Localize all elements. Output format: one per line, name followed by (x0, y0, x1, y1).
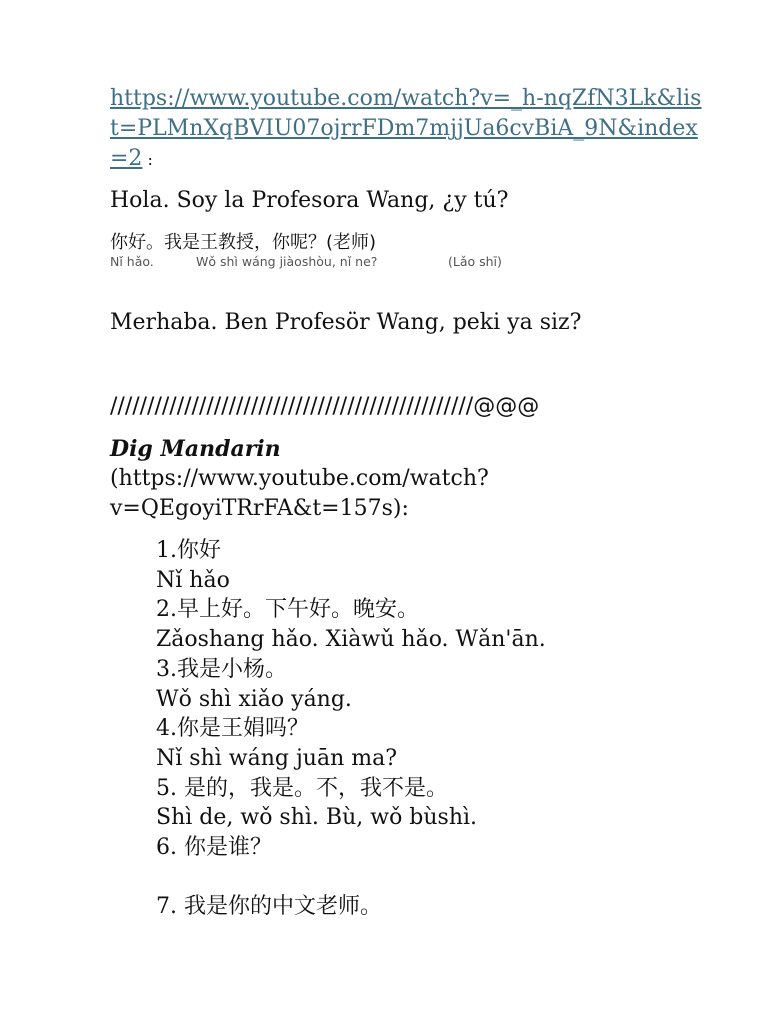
pinyin-wo-shi: Wǒ shì wáng jiàoshòu, nǐ ne? (196, 254, 378, 269)
separator-line: /////////////////////////////////////////////////@@@ (110, 394, 540, 419)
list-item-pinyin: Wǒ shì xiǎo yáng. (156, 686, 352, 712)
list-item-hanzi: 5. 是的，我是。不，我不是。 (156, 775, 448, 801)
list-item-pinyin: Nǐ hǎo (156, 567, 230, 593)
list-spacer (156, 863, 710, 893)
list-item-hanzi: 2.早上好。下午好。晚安。 (156, 597, 419, 623)
chinese-greeting: 你好。我是王教授，你呢？(老师) (110, 232, 377, 253)
video-link-paragraph (110, 84, 710, 174)
list-item-hanzi: 6. 你是谁？ (156, 835, 272, 861)
document-page (110, 84, 710, 922)
dig-mandarin-url-line-2: v=QEgoyiTRrFA&t=157s): (110, 496, 409, 521)
pinyin-ni-hao: Nǐ hǎo. (110, 254, 154, 269)
link-suffix: : (142, 150, 153, 169)
list-item-hanzi: 4.你是王娟吗？ (156, 716, 309, 742)
list-item-pinyin: Nǐ shì wáng juān ma? (156, 745, 398, 771)
spanish-greeting: Hola. Soy la Profesora Wang, ¿y tú? (110, 188, 509, 213)
list-item-hanzi: 1.你好 (156, 538, 221, 563)
pinyin-row (110, 254, 710, 272)
pinyin-lao-shi: (Lǎo shī) (448, 254, 502, 269)
turkish-greeting: Merhaba. Ben Profesör Wang, peki ya siz? (110, 310, 582, 335)
list-item-hanzi: 7. 我是你的中文老师。 (156, 894, 382, 920)
youtube-link[interactable]: https://www.youtube.com/watch?v=_h-nqZfN3Lk&list=PLMnXqBVIU07ojrrFDm7mjjUa6cvBiA_9N&index=2 (110, 86, 702, 171)
list-item-pinyin: Shì de, wǒ shì. Bù, wǒ bùshì. (156, 805, 478, 831)
list-item-hanzi: 3.我是小杨。 (156, 656, 287, 682)
list-item-pinyin: Zǎoshang hǎo. Xiàwǔ hǎo. Wǎn'ān. (156, 627, 546, 653)
dig-mandarin-title: Dig Mandarin (110, 436, 281, 462)
phrase-list (156, 536, 710, 922)
dig-mandarin-url-line-1: (https://www.youtube.com/watch? (110, 466, 489, 491)
